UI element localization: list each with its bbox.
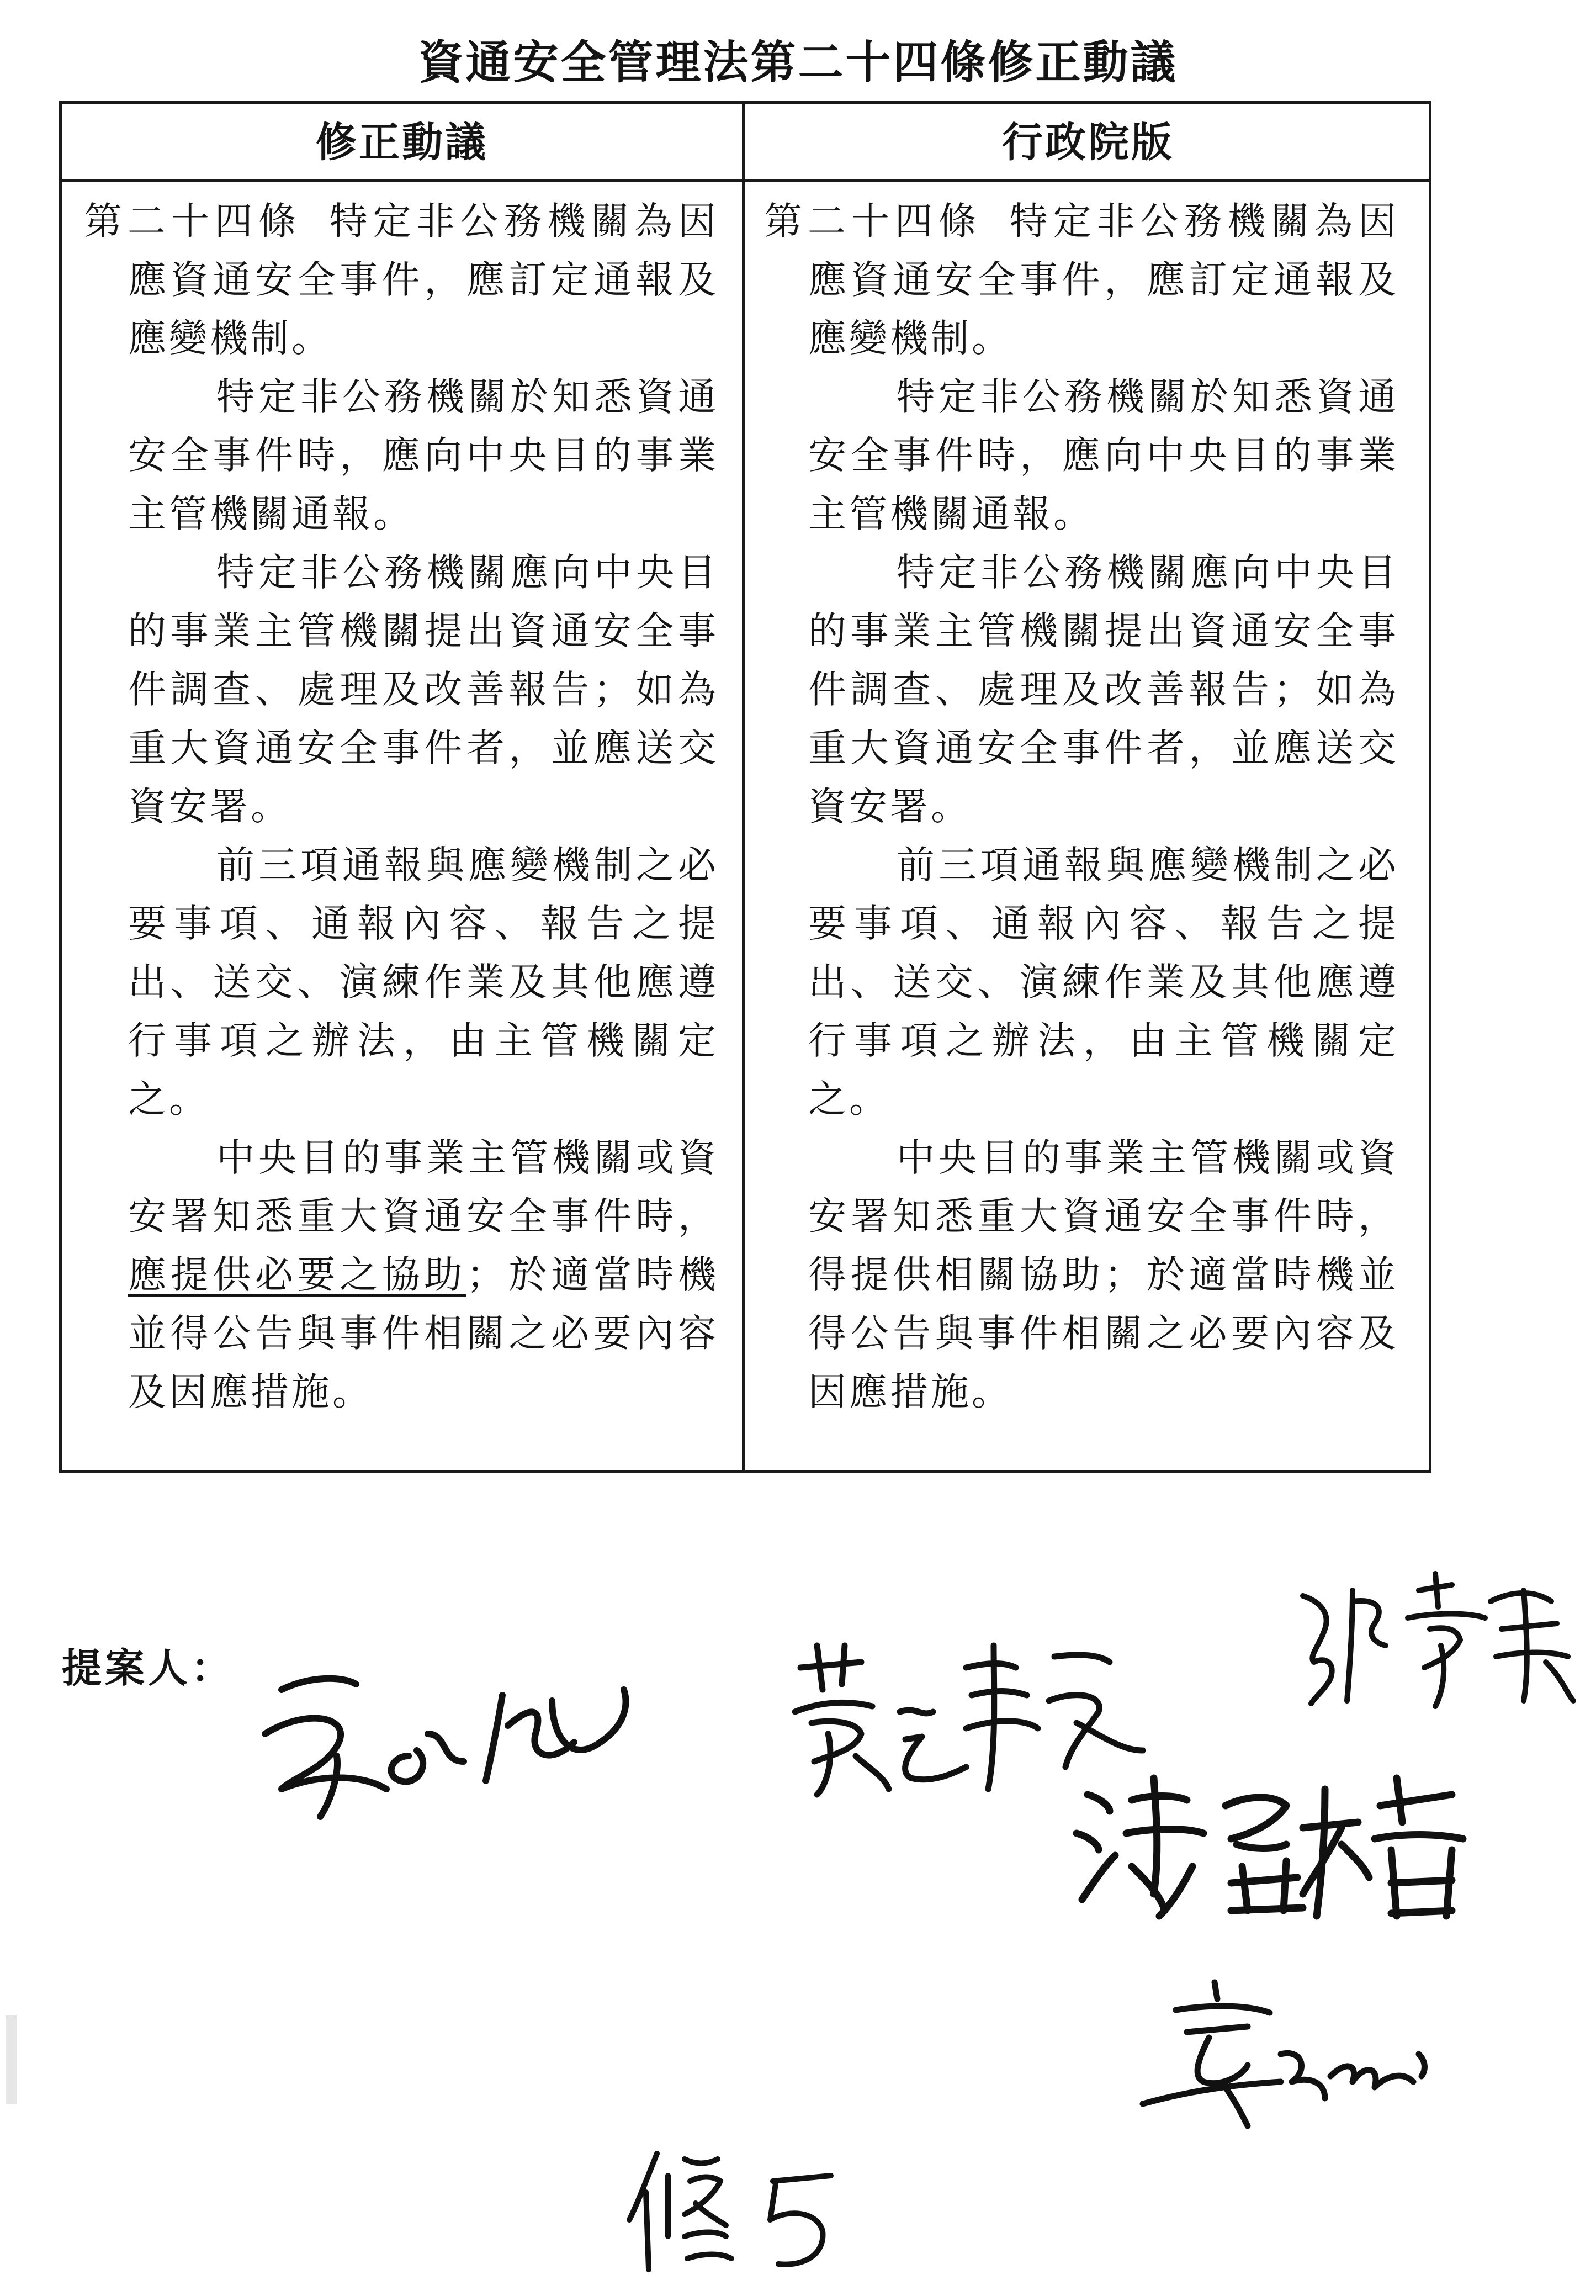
executive-yuan-column-body <box>764 192 1399 1421</box>
document-title: 資通安全管理法第二十四條修正動議 <box>418 36 1178 89</box>
article-paragraph-1 <box>764 192 1399 368</box>
proposer-signature-3 <box>1292 1568 1579 1712</box>
paragraph-text: 特定非公務機關為因應資通安全事件，應訂定通報及應變機制。 <box>128 199 719 361</box>
article-number: 第二十四條 <box>764 199 982 244</box>
article-paragraph-2: 特定非公務機關於知悉資通安全事件時，應向中央目的事業主管機關通報。 <box>128 375 719 536</box>
column-divider <box>742 104 745 1470</box>
underlined-amendment: 應提供必要之協助 <box>128 1253 466 1297</box>
paragraph-text: 特定非公務機關為因應資通安全事件，應訂定通報及應變機制。 <box>808 199 1399 361</box>
proposer-signature-4 <box>1065 1756 1485 1933</box>
proposer-signature-1 <box>243 1623 640 1833</box>
header-rule <box>62 179 1429 182</box>
handwritten-note-image <box>624 2142 856 2275</box>
proposer-label: 提案人： <box>62 1644 235 1691</box>
column-header-amendment: 修正動議 <box>316 119 488 166</box>
signature-image <box>1126 1971 1446 2131</box>
article-paragraph-3: 特定非公務機關應向中央目的事業主管機關提出資通安全事件調查、處理及改善報告；如為重大資通安全事件者，並應送交資安署。 <box>128 551 719 829</box>
article-paragraph-1 <box>84 192 719 368</box>
article-paragraph-5 <box>84 1129 719 1421</box>
scan-edge-artifact <box>6 2015 17 2104</box>
column-header-executive-yuan: 行政院版 <box>1002 119 1174 166</box>
article-paragraph-5: 中央目的事業主管機關或資安署知悉重大資通安全事件時，得提供相關協助；於適當時機並得公告與事件相關之必要內容及因應措施。 <box>808 1136 1399 1414</box>
signature-image <box>1065 1756 1485 1933</box>
amendment-column-body <box>84 192 719 1421</box>
signature-image <box>243 1623 640 1833</box>
handwritten-note <box>624 2142 856 2275</box>
article-paragraph-3: 特定非公務機關應向中央目的事業主管機關提出資通安全事件調查、處理及改善報告；如為重大資通安全事件者，並應送交資安署。 <box>808 551 1399 829</box>
article-paragraph-4: 前三項通報與應變機制之必要事項、通報內容、報告之提出、送交、演練作業及其他應遵行事項之辦法，由主管機關定之。 <box>128 843 719 1121</box>
signature-image <box>1292 1568 1579 1712</box>
comparison-table <box>59 101 1431 1473</box>
article-paragraph-4: 前三項通報與應變機制之必要事項、通報內容、報告之提出、送交、演練作業及其他應遵行事項之辦法，由主管機關定之。 <box>808 843 1399 1121</box>
proposer-signature-5 <box>1126 1971 1446 2131</box>
paragraph-text: 中央目的事業主管機關或資安署知悉重大資通安全事件時， <box>128 1136 719 1239</box>
article-paragraph-2: 特定非公務機關於知悉資通安全事件時，應向中央目的事業主管機關通報。 <box>808 375 1399 536</box>
article-number: 第二十四條 <box>84 199 302 244</box>
paragraph-text: ；於適當時機並得公告與事件相關之必要內容及因應措施。 <box>128 1253 719 1414</box>
